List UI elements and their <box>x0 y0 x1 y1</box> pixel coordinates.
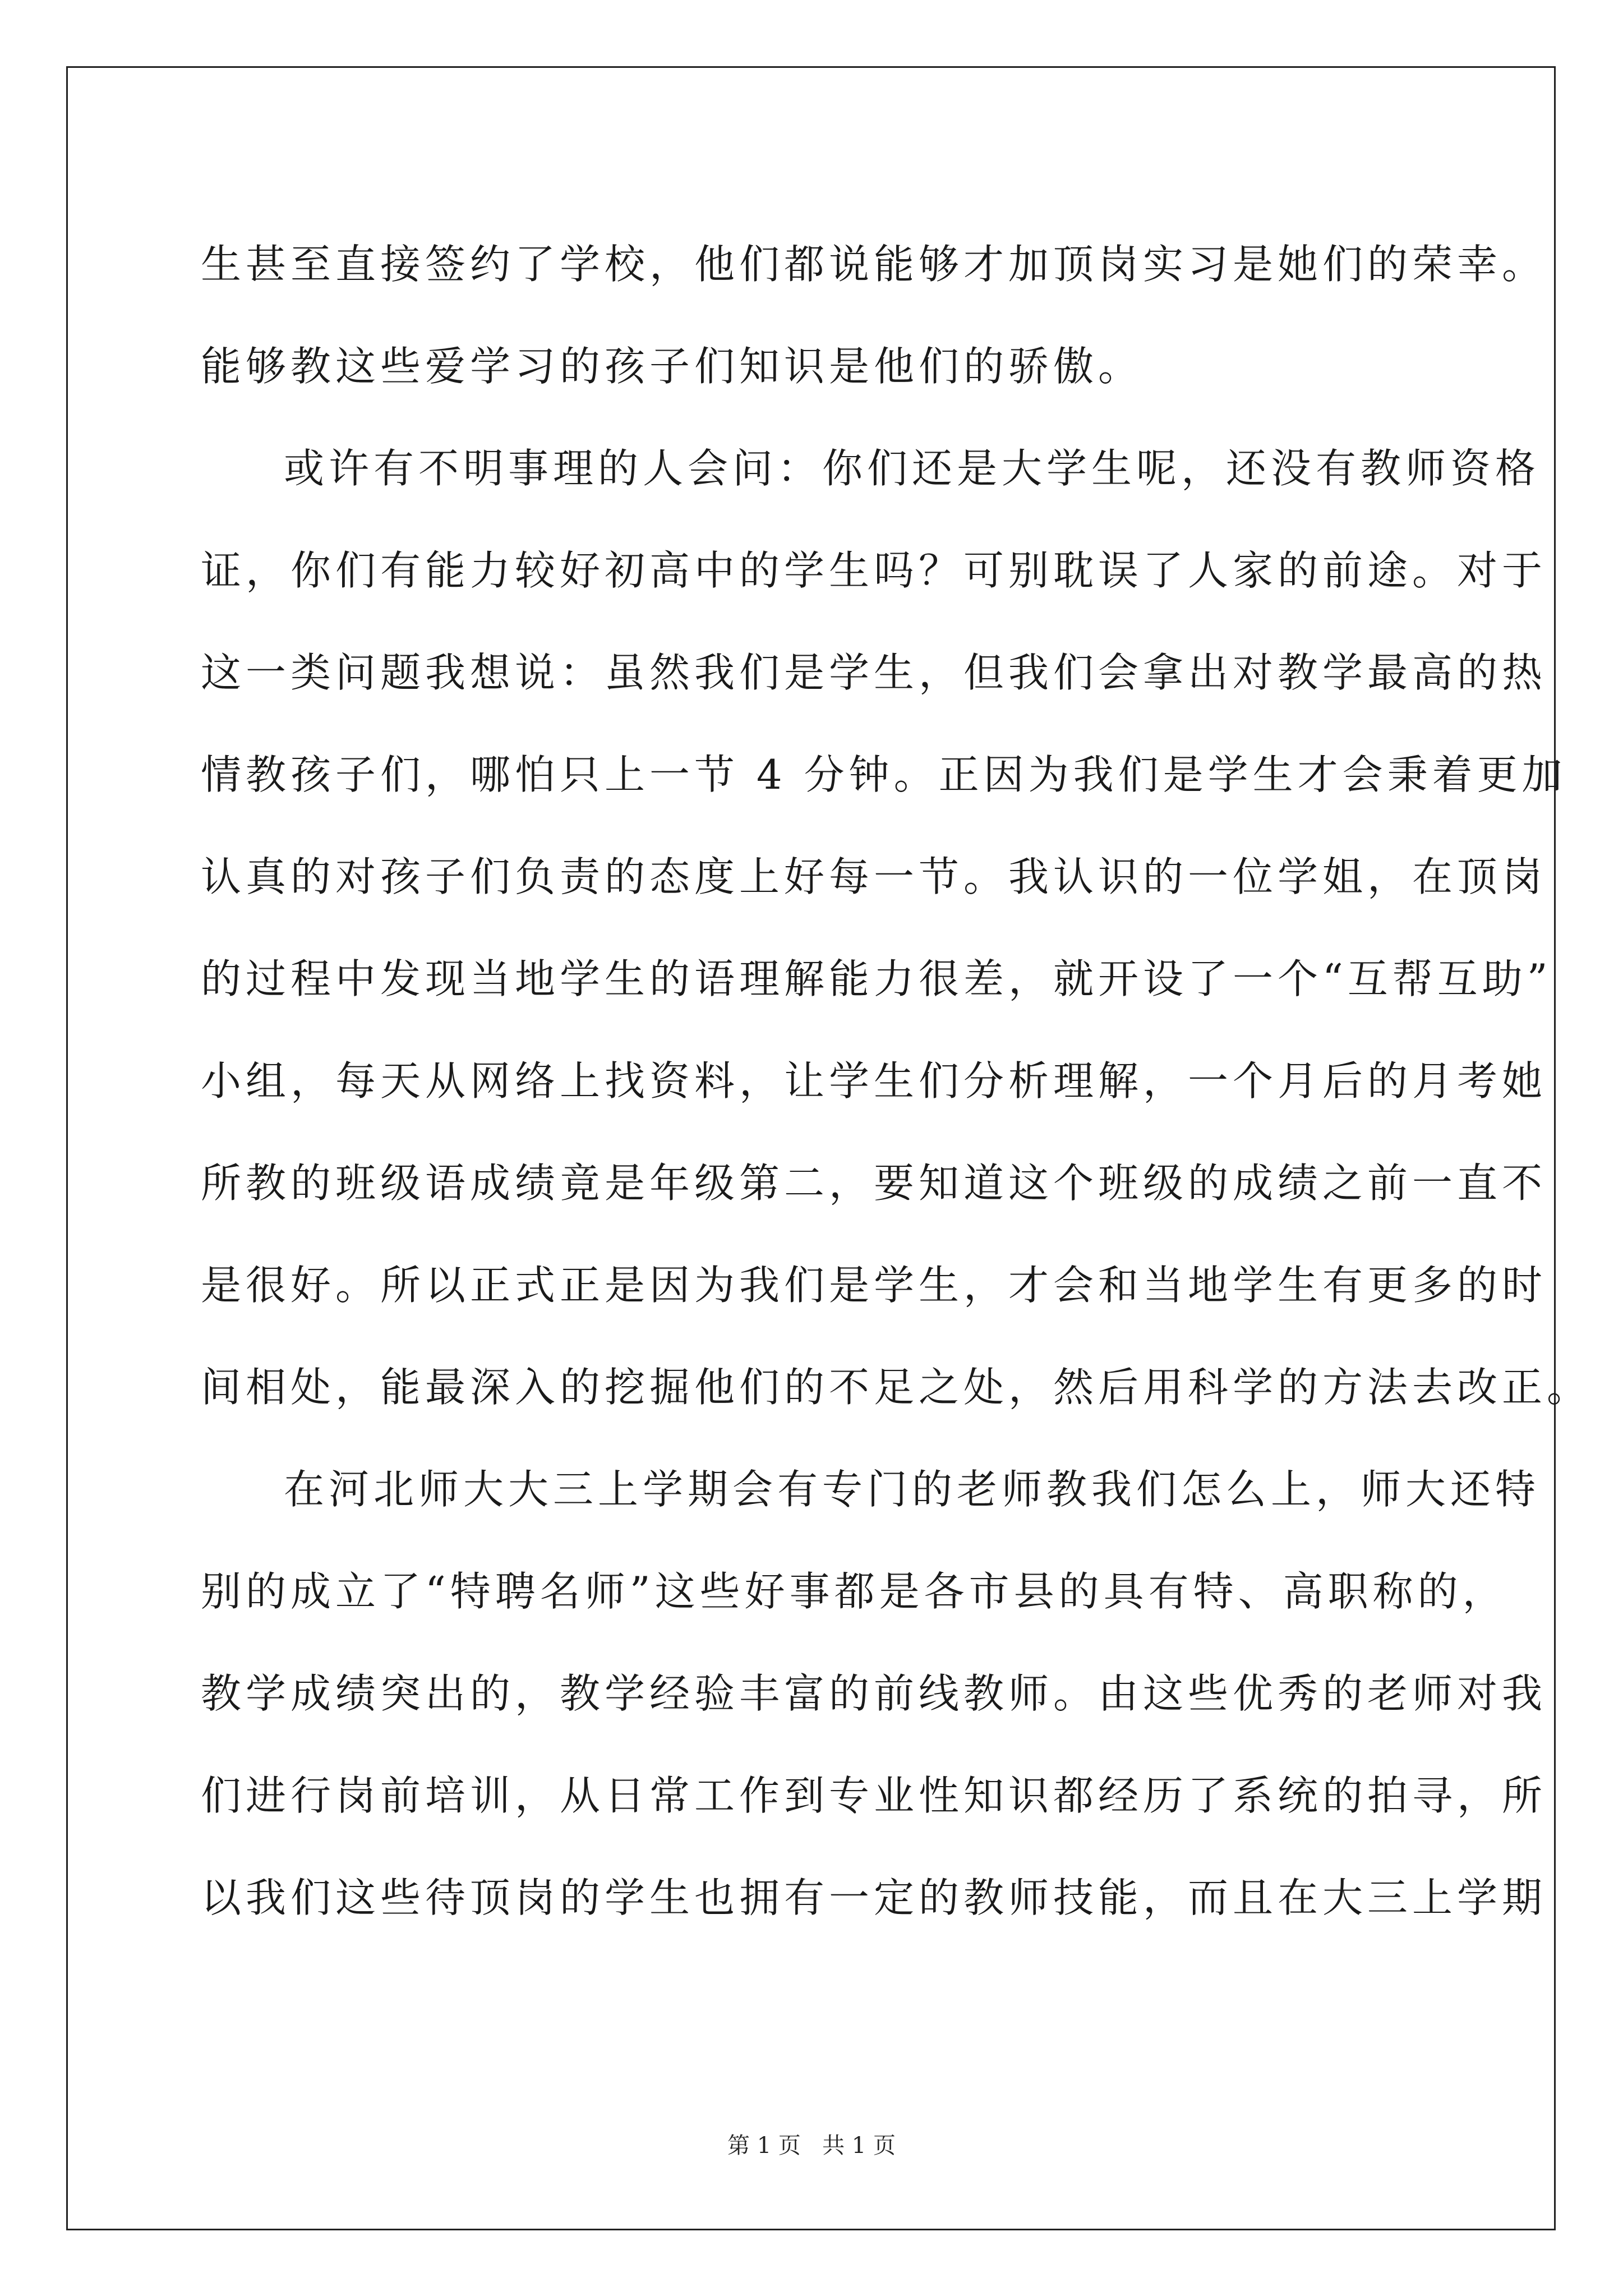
text-line: 以我们这些待顶岗的学生也拥有一定的教师技能，而且在大三上学期 <box>201 1874 1547 1921</box>
text-line: 的过程中发现当地学生的语理解能力很差，就开设了一个“互帮互助” <box>201 955 1552 1002</box>
text-line: 是很好。所以正式正是因为我们是学生，才会和当地学生有更多的时 <box>201 1262 1547 1309</box>
document-body <box>201 213 1592 1949</box>
text-line: 间相处，能最深入的挖掘他们的不足之处，然后用科学的方法去改正。 <box>201 1364 1592 1411</box>
text-line: 小组，每天从网络上找资料，让学生们分析理解，一个月后的月考她 <box>201 1057 1547 1105</box>
text-line: 这一类问题我想说：虽然我们是学生，但我们会拿出对教学最高的热 <box>201 649 1547 696</box>
text-line: 们进行岗前培训，从日常工作到专业性知识都经历了系统的拍寻，所 <box>201 1772 1547 1819</box>
text-line: 所教的班级语成绩竟是年级第二，要知道这个班级的成绩之前一直不 <box>201 1159 1547 1207</box>
text-line: 情教孩子们，哪怕只上一节 4 分钟。正因为我们是学生才会秉着更加 <box>201 751 1567 798</box>
text-line: 认真的对孩子们负责的态度上好每一节。我认识的一位学姐，在顶岗 <box>201 853 1547 900</box>
text-line: 别的成立了“特聘名师”这些好事都是各市县的具有特、高职称的， <box>201 1568 1507 1615</box>
page-number-footer: 第 1 页 共 1 页 <box>727 2133 896 2159</box>
paragraph-start-line: 在河北师大大三上学期会有专门的老师教我们怎么上，师大还特 <box>284 1466 1541 1513</box>
text-line: 生甚至直接签约了学校，他们都说能够才加顶岗实习是她们的荣幸。 <box>201 241 1547 288</box>
text-line: 证，你们有能力较好初高中的学生吗？可别耽误了人家的前途。对于 <box>201 547 1547 594</box>
text-line: 教学成绩突出的，教学经验丰富的前线教师。由这些优秀的老师对我 <box>201 1670 1547 1717</box>
text-line: 能够教这些爱学习的孩子们知识是他们的骄傲。 <box>201 343 1144 390</box>
paragraph-start-line: 或许有不明事理的人会问：你们还是大学生呢，还没有教师资格 <box>284 445 1541 492</box>
